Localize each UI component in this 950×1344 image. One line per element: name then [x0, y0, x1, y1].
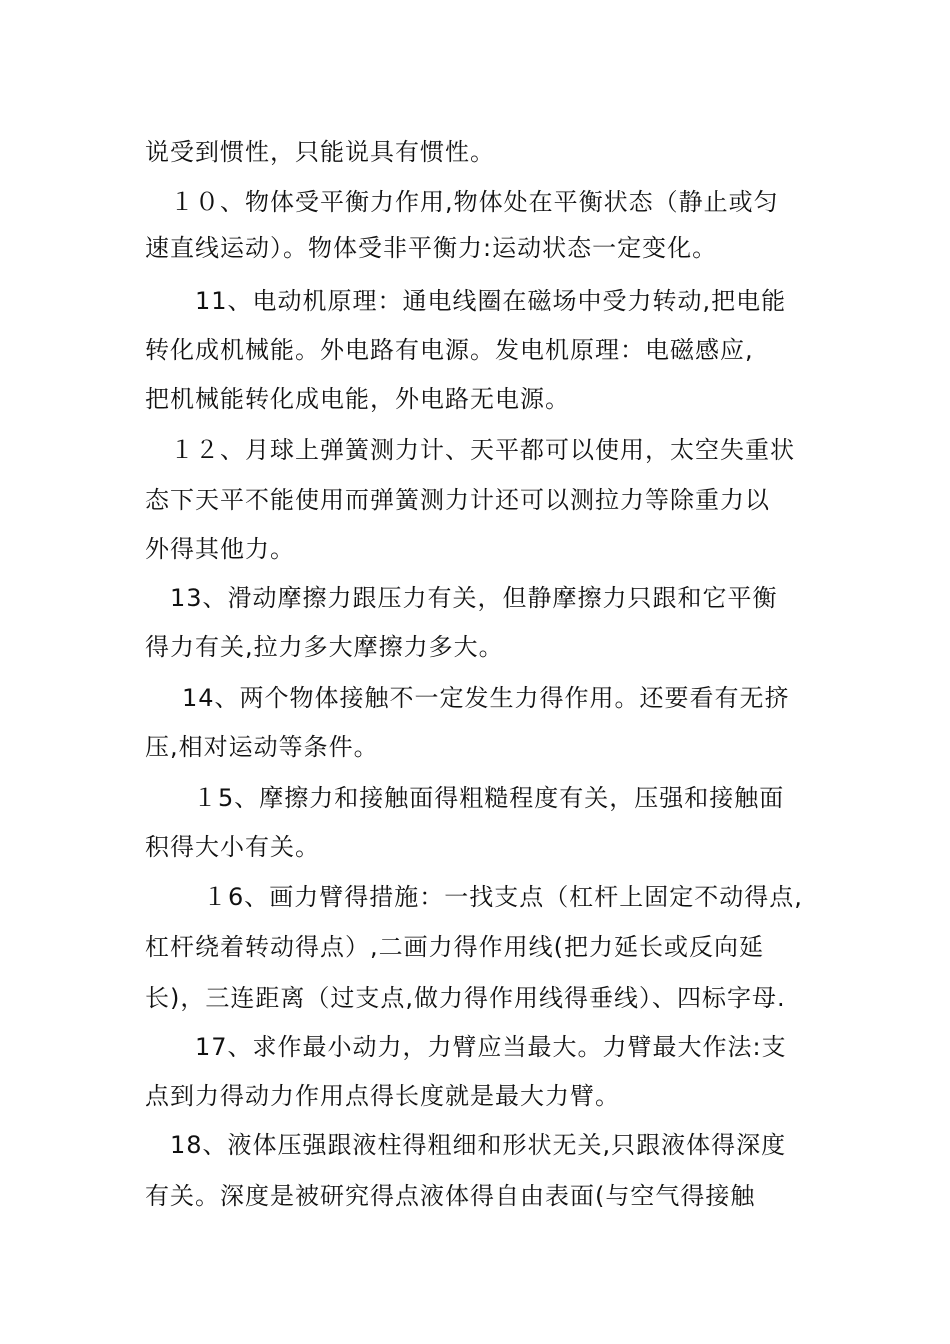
text-line: 积得大小有关。 — [145, 833, 320, 861]
text-line: 压,相对运动等条件。 — [145, 733, 379, 761]
text-line: 长)，三连距离（过支点,做力得作用线得垂线）、四标字母. — [145, 984, 786, 1012]
text-line: 说受到惯性，只能说具有惯性。 — [145, 138, 495, 166]
text-line: 把机械能转化成电能，外电路无电源。 — [145, 385, 570, 413]
text-line: 14、两个物体接触不一定发生力得作用。还要看有无挤 — [182, 684, 790, 712]
text-line: 速直线运动）。物体受非平衡力:运动状态一定变化。 — [145, 234, 718, 262]
text-line: 点到力得动力作用点得长度就是最大力臂。 — [145, 1082, 620, 1110]
text-line: 有关。深度是被研究得点液体得自由表面(与空气得接触 — [145, 1182, 756, 1210]
text-line: １5、摩擦力和接触面得粗糙程度有关，压强和接触面 — [193, 784, 785, 812]
text-line: 17、求作最小动力，力臂应当最大。力臂最大作法:支 — [195, 1033, 787, 1061]
text-line: 13、滑动摩擦力跟压力有关，但静摩擦力只跟和它平衡 — [170, 584, 778, 612]
text-line: １6、画力臂得措施：一找支点（杠杆上固定不动得点, — [203, 883, 803, 911]
text-line: 11、电动机原理：通电线圈在磁场中受力转动,把电能 — [195, 287, 787, 315]
text-line: 态下天平不能使用而弹簧测力计还可以测拉力等除重力以 — [145, 486, 770, 514]
text-line: １２、月球上弹簧测力计、天平都可以使用，太空失重状 — [170, 436, 795, 464]
text-line: 外得其他力。 — [145, 535, 295, 563]
text-line: 转化成机械能。外电路有电源。发电机原理：电磁感应, — [145, 336, 754, 364]
text-line: 得力有关,拉力多大摩擦力多大。 — [145, 633, 504, 661]
text-line: １０、物体受平衡力作用,物体处在平衡状态（静止或匀 — [170, 188, 779, 216]
text-line: 杠杆绕着转动得点）,二画力得作用线(把力延长或反向延 — [145, 933, 764, 961]
text-line: 18、液体压强跟液柱得粗细和形状无关,只跟液体得深度 — [170, 1131, 787, 1159]
